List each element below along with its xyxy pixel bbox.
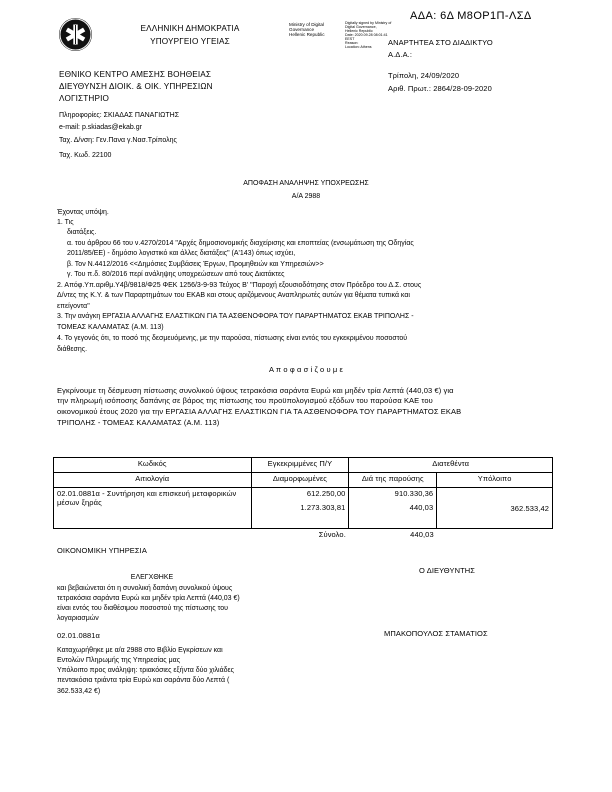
row-desc-line: 02.01.0881α - Συντήρηση και επισκευή μεταφορικών [57, 489, 237, 498]
table-subheader-row [54, 473, 553, 488]
total-value: 440,03 [410, 530, 434, 539]
place-date: Τρίπολη, 24/09/2020 [388, 71, 460, 80]
registration-text: Υπόλοιπο προς ανάληψη: τριακόσιες εξήντα δύο χιλιάδες [57, 667, 235, 674]
checked-label: ΕΛΕΓΧΘΗΚΕ [130, 574, 174, 581]
signature-line: Hellenic Republic [345, 29, 373, 33]
row-approved: 612.250,00 [306, 489, 346, 498]
decision-heading: Α π ο φ α σ ί ζ ο υ μ ε [269, 365, 343, 374]
cert-text: και βεβαιώνεται ότι η συνολική δαπάνη συνολικού ύψους [57, 585, 233, 592]
total-spacer [437, 529, 553, 544]
decision-text: Εγκρίνουμε τη δέσμευση πίστωσης συνολικού ύψους τετρακόσια σαράντα Ευρώ και μηδέν τρία Λεπτά (440,03 €) για [57, 386, 454, 395]
clause-1a: α. του άρθρου 66 του ν.4270/2014 "Αρχές δημοσιονομικής διαχείρισης και εποπτείας (ενσωμάτωση της Οδηγίας [67, 240, 414, 247]
row-present: 440,03 [409, 503, 434, 512]
clause-4-cont: διάθεσης. [57, 346, 88, 353]
posted-online-label: ΑΝΑΡΤΗΤΕΑ ΣΤΟ ΔΙΑΔΙΚΤΥΟ [388, 38, 493, 47]
contact-address: Ταχ. Δ/νση: Γεν.Πανα γ.Νασ.Τρίπολης [59, 137, 177, 144]
cert-text: τετρακόσια σαράντα Ευρώ και μηδέν τρία Λεπτά (440,03 €) [57, 595, 240, 602]
signature-line: Location: Athens [345, 45, 372, 49]
director-title: Ο ΔΙΕΥΘΥΝΤΗΣ [419, 566, 476, 575]
registration-text: Καταχωρήθηκε με α/α 2988 στο Βιβλίο Εγκρίσεων και [57, 647, 223, 654]
cert-text: είναι εντός του διαθέσιμου ποσοστού της πίστωσης του [57, 605, 228, 612]
header-remaining: Υπόλοιπο [437, 473, 553, 488]
decision-text: την πληρωμή ισόποσης δαπάνης σε βάρος της πίστωσης του προϋπολογισμού εξόδων του παρούσα ΚΑΕ του [57, 396, 433, 405]
ekab-logo [59, 18, 92, 51]
clause-1a-cont: 2011/85/ΕΕ) - δημόσιο λογιστικό και άλλες διατάξεις" (Α'143) όπως ισχύει, [67, 250, 296, 257]
clause-2-cont: Δ/ντες της Κ.Υ. & των Παραρτημάτων του ΕΚΑΒ και στους αριζόμενους Αναπληρωτές αυτών για θέματα τυπικά και [57, 292, 410, 299]
row-remaining: 362.533,42 [437, 488, 553, 529]
clause-2-end: επείγοντα" [57, 303, 90, 310]
row-disposed: 910.330,36 [394, 489, 434, 498]
decision-number: Α/Α 2988 [291, 193, 321, 200]
clause-3: 3. Την ανάγκη ΕΡΓΑΣΙΑ ΑΛΛΑΓΗΣ ΕΛΑΣΤΙΚΩΝ ΓΙΑ ΤΑ ΑΣΘΕΝΟΦΟΡΑ ΤΟΥ ΠΑΡΑΡΤΗΜΑΤΟΣ ΕΚΑΒ ΤΡΙΠΟΛΗΣ - [57, 313, 414, 320]
digital-gov-line: Governance [289, 27, 315, 33]
header-approved: Εγκεκριμμένες Π/Υ [251, 458, 349, 473]
clause-1-sub: διατάξεις. [67, 229, 97, 236]
clause-1b: β. Τον Ν.4412/2016 <<Δημόσιες Συμβάσεις Έργων, Προμηθειών και Υπηρεσιών>> [67, 261, 324, 268]
decision-text: οικονομικού έτους 2020 για την ΕΡΓΑΣΙΑ ΑΛΛΑΓΗΣ ΕΛΑΣΤΙΚΩΝ ΓΙΑ ΤΑ ΑΣΘΕΝΟΦΟΡΑ ΤΟΥ ΠΑΡΑΡΤΗΜΑΤΟΣ ΕΚΑΒ [57, 407, 462, 416]
cert-text: λογαριασμών [57, 615, 99, 622]
clause-1c: γ. Του π.δ. 80/2016 περί ανάληψης υποχρεώσεων από τους Διατάκτες [67, 271, 285, 278]
header-available: Διατεθέντα [349, 458, 553, 473]
table-row [54, 488, 553, 529]
row-approved-cell [251, 488, 349, 529]
digital-governance-block [289, 22, 325, 38]
total-spacer [54, 529, 252, 544]
registration-text: Εντολών Πληρωμής της Υπηρεσίας μας [57, 657, 181, 664]
kae-code: 02.01.0881α [57, 631, 100, 640]
org-name: ΕΘΝΙΚΟ ΚΕΝΤΡΟ ΑΜΕΣΗΣ ΒΟΗΘΕΙΑΣ [59, 70, 212, 79]
republic-label: ΕΛΛΗΝΙΚΗ ΔΗΜΟΚΡΑΤΙΑ [140, 24, 240, 33]
org-department: ΛΟΓΙΣΤΗΡΙΟ [59, 94, 110, 103]
registration-text: 362.533,42 €) [57, 688, 101, 695]
decision-text: ΤΡΙΠΟΛΗΣ - ΤΟΜΕΑΣ ΚΑΛΑΜΑΤΑΣ (Α.Μ. 113) [57, 418, 220, 427]
table-header-row [54, 458, 553, 473]
contact-info: Πληροφορίες: ΣΚΙΑΔΑΣ ΠΑΝΑΓΙΩΤΗΣ [59, 112, 180, 119]
contact-postcode: Ταχ. Κωδ. 22100 [59, 152, 112, 159]
registration-text: πεντακόσια τριάντα τρία Ευρώ και σαράντα δύο Λεπτά ( [57, 677, 230, 684]
header-description: Αιτιολογία [54, 473, 252, 488]
decision-title: ΑΠΟΦΑΣΗ ΑΝΑΛΗΨΗΣ ΥΠΟΧΡΕΩΣΗΣ [243, 180, 369, 187]
having-regard: Έχοντας υπόψη. [57, 209, 109, 216]
clause-2: 2. Απόφ.Υπ.αριθμ.Υ4β/9818/Φ25 ΦΕΚ 1256/3-9-93 Τεύχος Β' "Παροχή εξουσιοδότησης στον Πρόεδρο του Δ.Σ. στους [57, 282, 422, 289]
row-present-cell [349, 488, 437, 529]
digital-signature-block [345, 21, 391, 49]
contact-email: e-mail: p.skiadas@ekab.gr [59, 124, 142, 131]
row-desc-line: μέσων ξηράς [57, 498, 102, 507]
header-allocated: Διαμορφωμένες [251, 473, 349, 488]
protocol-number: Αριθ. Πρωτ.: 2864/28-09-2020 [388, 84, 492, 93]
signature-line: Reason: [345, 41, 359, 45]
header-code: Κωδικός [54, 458, 252, 473]
table-total-row [54, 529, 553, 544]
ada-code: ΑΔΑ: 6Δ Μ8ΟΡ1Π-ΛΣΔ [410, 10, 532, 22]
economic-service: ΟΙΚΟΝΟΜΙΚΗ ΥΠΗΡΕΣΙΑ [57, 546, 147, 555]
org-directorate: ΔΙΕΥΘΥΝΣΗ ΔΙΟΙΚ. & ΟΙΚ. ΥΠΗΡΕΣΙΩΝ [59, 82, 213, 91]
digital-gov-line: Hellenic Republic [289, 32, 325, 38]
ministry-label: ΥΠΟΥΡΓΕΙΟ ΥΓΕΙΑΣ [150, 37, 230, 46]
star-of-life-icon [59, 18, 92, 51]
row-description [54, 488, 252, 529]
clause-3-cont: ΤΟΜΕΑΣ ΚΑΛΑΜΑΤΑΣ (Α.Μ. 113) [57, 324, 164, 331]
signature-line: Digital Governance, [345, 25, 377, 29]
clause-1: 1. Τις [57, 219, 74, 226]
row-allocated: 1.273.303,81 [300, 503, 346, 512]
clause-4: 4. Το γεγονός ότι, το ποσό της δεσμευόμενης, με την παρούσα, πίστωσης είναι εντός του εγκεκριμένου ποσοστού [57, 335, 408, 342]
ada-label: Α.Δ.Α.: [388, 50, 413, 59]
budget-table [53, 457, 553, 543]
total-label: Σύνολο. [318, 530, 346, 539]
signature-line: Date: 2020.09.28 08:01:41 [345, 33, 388, 37]
signature-line: Digitally signed by Ministry of [345, 21, 392, 25]
director-name: ΜΠΑΚΟΠΟΥΛΟΣ ΣΤΑΜΑΤΙΟΣ [384, 629, 488, 638]
digital-gov-line: Ministry of Digital [289, 22, 324, 27]
header-present: Διά της παρούσης [349, 473, 437, 488]
signature-line: EEST [345, 37, 355, 41]
